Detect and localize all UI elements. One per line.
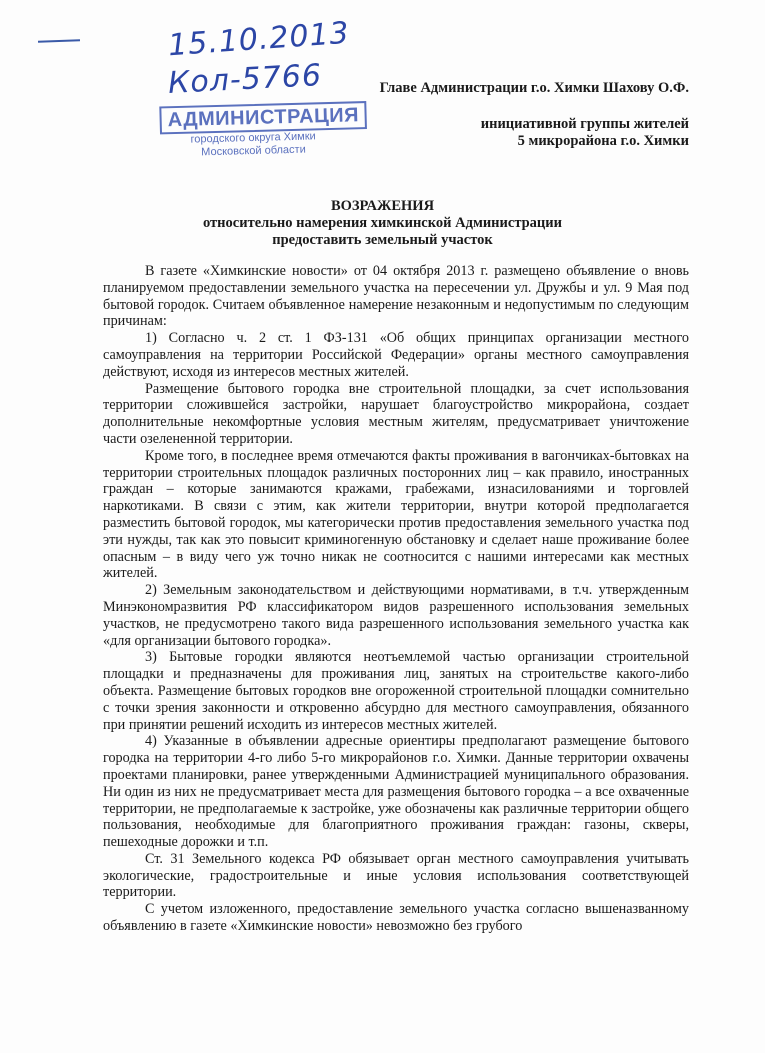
document-title [0,198,765,249]
paragraph: В газете «Химкинские новости» от 04 октября 2013 г. размещено объявление о вновь планируемом предоставлении земельного участка на пересечении ул. Дружбы и ул. 9 Мая под бытовой городок. Считаем объявленное намерение незаконным и недопустимым по следующим причинам: [103,263,689,330]
paragraph: 1) Согласно ч. 2 ст. 1 ФЗ-131 «Об общих принципах организации местного самоуправления на территории Российской Федерации» органы местного самоуправления действуют, исходя из интересов местных жителей. [103,330,689,380]
stamp-title: АДМИНИСТРАЦИЯ [159,101,367,134]
paragraph: С учетом изложенного, предоставление земельного участка согласно вышеназванному объявлению в газете «Химкинские новости» невозможно без грубого [103,901,689,935]
title-line-3: предоставить земельный участок [272,232,493,248]
paragraph: Ст. 31 Земельного кодекса РФ обязывает орган местного самоуправления учитывать экологические, градостроительные и иные условия использования соответствующей территории. [103,850,689,901]
document-body [103,263,689,935]
sender-block [481,116,689,150]
stamp-line-1: городского округа Химки [190,130,316,146]
sender-line-2: 5 микрорайона г.о. Химки [517,133,689,149]
sender-line-1: инициативной группы жителей [480,116,689,132]
addressee-block [380,80,689,97]
handwritten-date: 15.10.2013 [167,15,351,64]
title-line-2: относительно намерения химкинской Администрации [203,215,562,231]
addressee-to: Главе Администрации г.о. Химки Шахову О.Ф. [379,80,689,96]
handwritten-registration-number: Кол-5766 [167,57,323,102]
paragraph: 3) Бытовые городки являются неотъемлемой частью организации строительной площадки и предназначены для проживания лиц, занятых на строительстве какого-либо объекта. Размещение бытовых городков вне огороженной строительной площадки сомнительно с точки зрения законности и откровенно абсурдно для местного самоуправления, обязанного при принятии решений исходить из интересов местных жителей. [103,649,689,733]
paragraph: 2) Земельным законодательством и действующими нормативами, в т.ч. утвержденным Минэкономразвития РФ классификатором видов разрешенного использования земельных участков, не предусмотрено такого вида разрешенного использования земельного участка как «для организации бытового городка». [103,582,689,649]
title-line-1: ВОЗРАЖЕНИЯ [330,198,435,214]
administration-stamp [159,102,360,163]
pen-mark [38,39,80,42]
paragraph: Кроме того, в последнее время отмечаются факты проживания в вагончиках-бытовках на территории строительных площадок различных посторонних лиц – как правило, иностранных граждан – которые занимаются кражами, грабежами, изнасилованиями и торговлей наркотиками. В связи с этим, как жители территории, внутри которой предполагается разместить бытовой городок, мы категорически против предоставления земельного участка под эти нужды, так как это повысит криминогенную обстановку и сделает наше проживание более опасным – в виду чего уж точно никак не соотносится с нашими интересами как местных жителей. [103,447,689,582]
stamp-line-2: Московской области [201,143,306,159]
paragraph: Размещение бытового городка вне строительной площадки, за счет использования территории сложившейся застройки, нарушает благоустройство микрорайона, создает дополнительные некомфортные условия местным жителям, предусматривает уничтожение части озелененной территории. [103,380,689,447]
paragraph: 4) Указанные в объявлении адресные ориентиры предполагают размещение бытового городка на территории 4-го либо 5-го микрорайонов г.о. Химки. Данные территории охвачены проектами планировки, ранее утвержденными Администрацией муниципального образования. Ни один из них не предусматривает места для размещения бытового городка – а все охваченные территории, не предполагаемые к застройке, уже обозначены как различные территории общего пользования, необходимые для благоприятного проживания граждан: газоны, скверы, пешеходные дорожки и т.п. [103,733,689,851]
